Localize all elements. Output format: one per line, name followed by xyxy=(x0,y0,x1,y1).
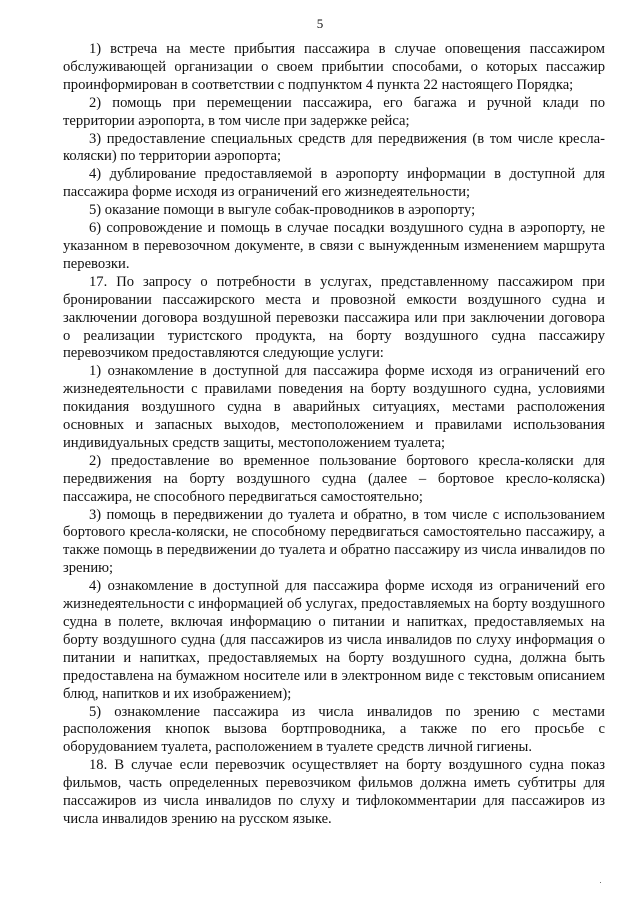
paragraph-onboard-5-call-buttons: 5) ознакомление пассажира из числа инвалидов по зрению с местами расположения кнопок вызова бортпроводника, а также по его просьбе с оборудованием туалета, расположением в туалете средств личной гигиены. xyxy=(63,703,605,756)
paragraph-onboard-1-safety-briefing: 1) ознакомление в доступной для пассажира форме исходя из ограничений его жизнедеятельности с правилами поведения на борту воздушного судна, условиями покидания воздушного судна в аварийных ситуациях, местами расположения основных и запасных выходов, местоположением и правилами использования индивидуальных средств защиты, местоположением туалета; xyxy=(63,363,605,451)
paragraph-service-2-baggage-help: 2) помощь при перемещении пассажира, его багажа и ручной клади по территории аэропорта, в том числе при задержке рейса; xyxy=(63,94,605,129)
paragraph-service-1-meeting: 1) встреча на месте прибытия пассажира в случае оповещения пассажиром обслуживающей организации о своем прибытии способами, о которых пассажир проинформирован в соответствии с подпунктом 4 пункта 22 настоящего Порядка; xyxy=(63,41,605,93)
document-body xyxy=(63,41,605,829)
corner-mark: · xyxy=(599,877,602,887)
paragraph-clause-18: 18. В случае если перевозчик осуществляет на борту воздушного судна показ фильмов, часть определенных перевозчиком фильмов должна иметь субтитры для пассажиров из числа инвалидов по слуху и тифлокомментарии для пассажиров из числа инвалидов зрению на русском языке. xyxy=(63,757,605,827)
paragraph-service-6-diversion: 6) сопровождение и помощь в случае посадки воздушного судна в аэропорту, не указанном в перевозочном документе, в связи с вынужденным изменением маршрута перевозки. xyxy=(63,220,605,272)
paragraph-onboard-3-toilet-help: 3) помощь в передвижении до туалета и обратно, в том числе с использованием бортового кресла-коляски, не способному передвигаться самостоятельно пассажиру, а также помощь в передвижении до туалета и обратно пассажиру из числа инвалидов по зрению; xyxy=(63,506,605,577)
paragraph-service-5-guide-dogs: 5) оказание помощи в выгуле собак-проводников в аэропорту; xyxy=(89,202,476,219)
paragraph-onboard-4-inflight-info: 4) ознакомление в доступной для пассажира форме исходя из ограничений его жизнедеятельности с информацией об услугах, предоставляемых на борту воздушного судна в полете, включая информацию о питании и напитках, предоставляемых на борту воздушного судна (для пассажиров из числа инвалидов по слуху информация о питании и напитках, предоставляемых на борту воздушного судна, должна быть предоставлена на бумажном носителе или в электронном виде с текстовым описанием блюд, напитков и их изображением); xyxy=(63,578,605,702)
page-number: 5 xyxy=(316,16,324,31)
paragraph-clause-17: 17. По запросу о потребности в услугах, представленному пассажиром при бронировании пассажирского места и провозной емкости воздушного судна и заключении договора воздушной перевозки пассажира или при заключении договора о реализации туристского продукта, на борту воздушного судна пассажиру перевозчиком предоставляются следующие услуги: xyxy=(63,273,605,362)
paragraph-service-4-info-duplication: 4) дублирование предоставляемой в аэропорту информации в доступной для пассажира форме исходя из ограничений его жизнедеятельности; xyxy=(63,166,605,201)
paragraph-onboard-2-onboard-wheelchair: 2) предоставление во временное пользование бортового кресла-коляски для передвижения на борту воздушного судна (далее – бортовое кресло-коляска) пассажира, не способного передвигаться самостоятельно; xyxy=(63,452,605,505)
paragraph-service-3-wheelchair: 3) предоставление специальных средств для передвижения (в том числе кресла-коляски) по территории аэропорта; xyxy=(63,130,605,165)
